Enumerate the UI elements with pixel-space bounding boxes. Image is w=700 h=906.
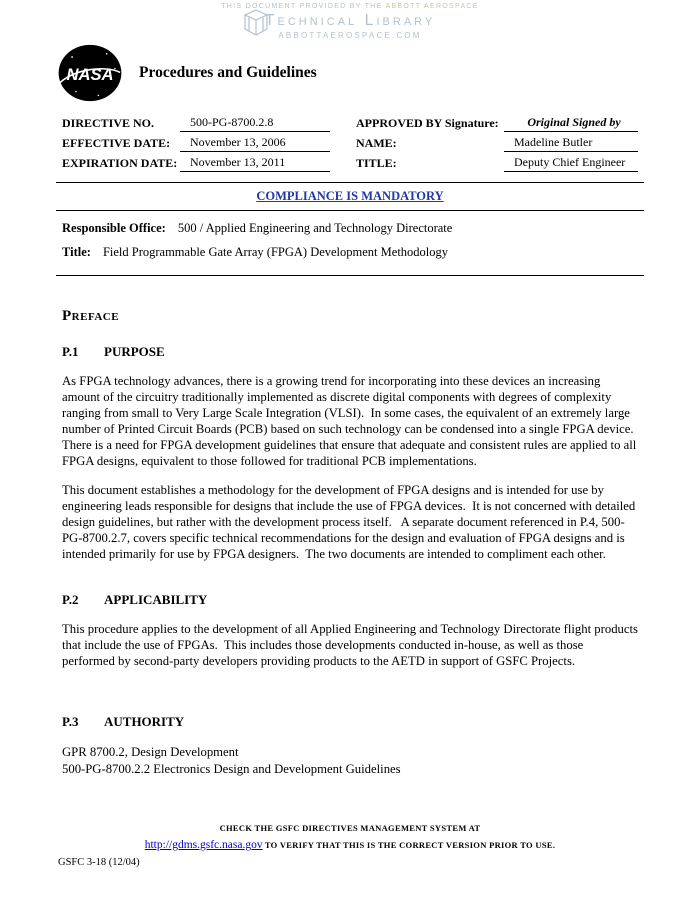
approved-by-label: APPROVED BY Signature:: [356, 116, 499, 130]
compliance-banner: [56, 182, 644, 211]
section-number-p1: P.1: [62, 344, 79, 359]
nasa-logo-text: NASA: [66, 65, 114, 85]
office-title-block: [56, 211, 644, 276]
title-field-value: Deputy Chief Engineer: [504, 155, 638, 172]
authority-reference-line: 500-PG-8700.2.2 Electronics Design and Development Guidelines: [62, 761, 401, 776]
effective-date-value: November 13, 2006: [180, 135, 330, 152]
document-title-label: Title:: [62, 245, 91, 259]
section-title-p3: AUTHORITY: [104, 714, 185, 729]
name-label: NAME:: [356, 136, 397, 150]
footer-verify-text: TO VERIFY THAT THIS IS THE CORRECT VERSION PRIOR TO USE.: [262, 840, 556, 850]
authority-references: [62, 744, 638, 777]
gdms-link[interactable]: http://gdms.gsfc.nasa.gov: [144, 839, 263, 851]
watermark-site-url: ABBOTTAEROSPACE.COM: [278, 31, 422, 41]
document-type-title: Procedures and Guidelines: [139, 64, 317, 81]
paragraph: As FPGA technology advances, there is a growing trend for incorporating into these devices an increasing amount of the circuitry traditionally implemented as discrete digital components with degrees of complexity ranging from small to Very Large Scale Integration (VLSI). In some cases, the equivalent of an extremely large number of Printed Circuit Boards (PCB) based on such technology can be condensed into a single FPGA device. There is a need for FPGA development guidelines that ensure that adequate and consistent rules are applied to all FPGA designs, equivalent to those followed for traditional PCB implementations.: [62, 374, 640, 468]
expiration-date-value: November 13, 2011: [180, 155, 330, 172]
form-number: GSFC 3-18 (12/04): [58, 857, 140, 868]
responsible-office-row: [62, 221, 638, 236]
directive-row: [62, 115, 638, 132]
watermark-library-title: Technical Library: [264, 12, 436, 30]
watermark-provider-text: ABBOTT AEROSPACE: [385, 3, 479, 10]
directive-row: [62, 135, 638, 152]
expiration-date-label: EXPIRATION DATE:: [62, 156, 178, 170]
directive-table: [62, 115, 638, 172]
section-number-p3: P.3: [62, 714, 79, 729]
section-heading-p1: [62, 344, 638, 360]
directive-no-label: DIRECTIVE NO.: [62, 116, 155, 130]
section-heading-p3: [62, 714, 638, 730]
section-number-p2: P.2: [62, 592, 79, 607]
document-title-row: [62, 245, 638, 260]
compliance-banner-text: COMPLIANCE IS MANDATORY: [256, 189, 444, 203]
footer-verify-line: [0, 835, 700, 853]
document-body: [0, 308, 700, 777]
page-footer: [0, 823, 700, 853]
section-heading-preface: Preface: [62, 308, 120, 324]
footer-check-line: CHECK THE GSFC DIRECTIVES MANAGEMENT SYSTEM AT: [219, 823, 481, 833]
title-field-label: TITLE:: [356, 156, 397, 170]
document-title-value: Field Programmable Gate Array (FPGA) Development Methodology: [102, 245, 449, 259]
document-header: [0, 0, 700, 102]
watermark-provided-text: THIS DOCUMENT PROVIDED BY THE: [221, 3, 383, 10]
approved-by-value: Original Signed by: [504, 115, 638, 132]
responsible-office-value: 500 / Applied Engineering and Technology Directorate: [177, 221, 453, 235]
authority-reference-line: GPR 8700.2, Design Development: [62, 745, 239, 759]
directive-row: [62, 155, 638, 172]
effective-date-label: EFFECTIVE DATE:: [62, 136, 171, 150]
name-value: Madeline Butler: [504, 135, 638, 152]
nasa-logo: [58, 44, 122, 102]
section-title-p1: PURPOSE: [104, 344, 165, 359]
responsible-office-label: Responsible Office:: [62, 221, 166, 235]
paragraph: This procedure applies to the development of all Applied Engineering and Technology Directorate flight products that include the use of FPGAs. This includes those developments conducted in-house, as well as those performed by second-party developers providing products to the AETD in support of GSFC Projects.: [62, 622, 642, 668]
section-title-p2: APPLICABILITY: [104, 592, 208, 607]
section-heading-p2: [62, 592, 638, 608]
directive-no-value: 500-PG-8700.2.8: [180, 115, 330, 132]
paragraph: This document establishes a methodology for the development of FPGA designs and is intended for use by engineering leads responsible for designs that include the use of FPGA devices. It is not concerned with detailed design guidelines, but rather with the development process itself. A separate document referenced in P.4, 500-PG-8700.2.7, covers specific technical recommendations for the design and evaluation of FPGA designs and is intended primarily for use by FPGA designers. The two documents are intended to compliment each other.: [62, 483, 639, 561]
